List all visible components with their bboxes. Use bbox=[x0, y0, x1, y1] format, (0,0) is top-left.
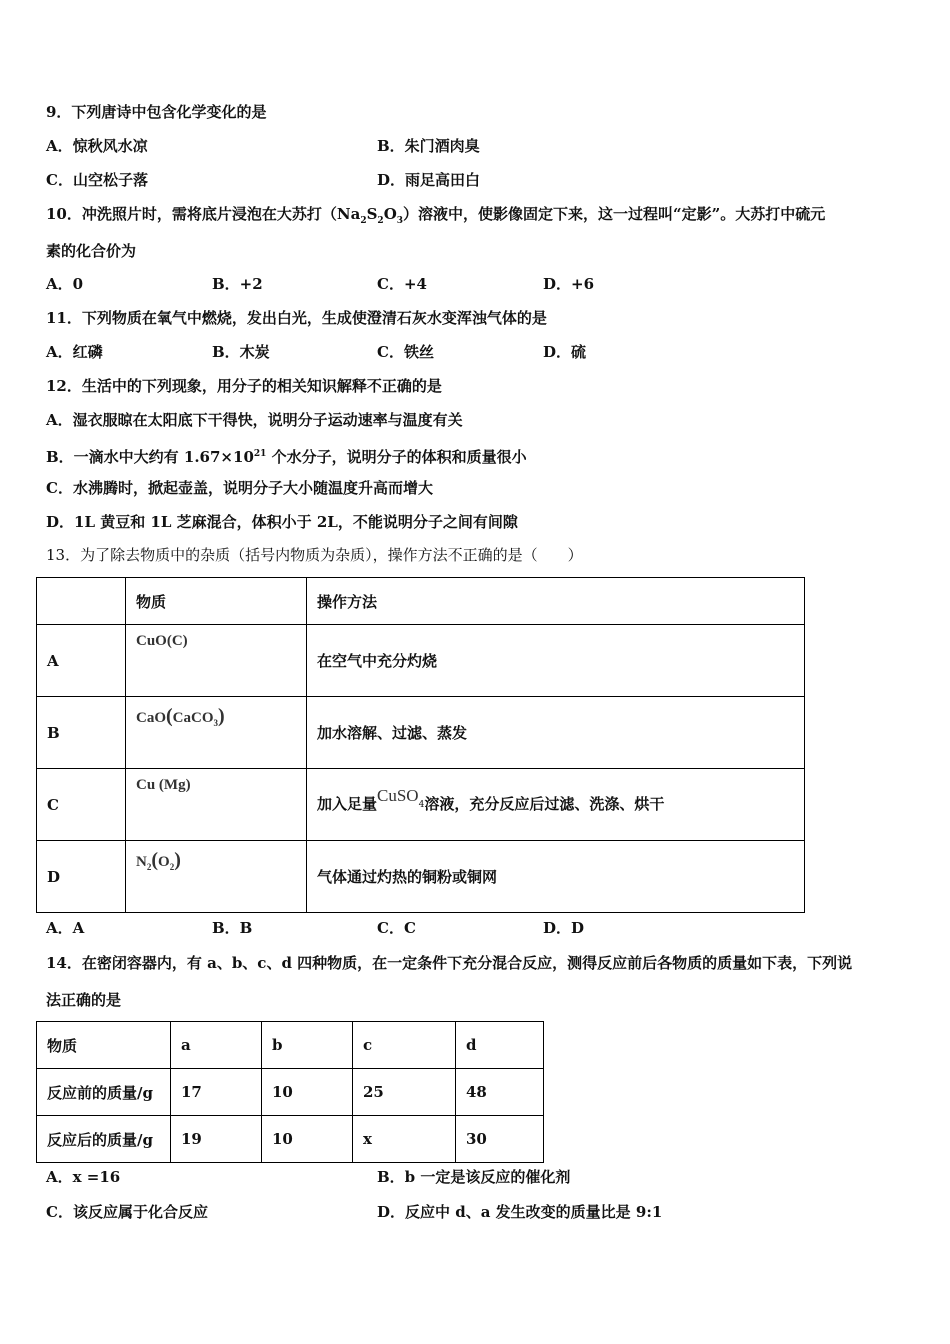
substance-cell: CaO(CaCO$_3$) bbox=[126, 697, 307, 769]
table-header-row bbox=[37, 578, 805, 625]
substance-cell: CuO(C) bbox=[126, 625, 307, 697]
q14-stem-line2: 法正确的是 bbox=[46, 991, 122, 1009]
table-row bbox=[37, 841, 805, 913]
table-row bbox=[37, 697, 805, 769]
q9-stem: 9．下列唐诗中包含化学变化的是 bbox=[46, 103, 267, 121]
q14-table bbox=[36, 1021, 544, 1163]
table-cell: 反应前的质量/g bbox=[37, 1069, 171, 1116]
q12-option-d: D．1L 黄豆和 1L 芝麻混合，体积小于 2L，不能说明分子之间有间隙 bbox=[46, 513, 518, 531]
q14-option-b: B．b 一定是该反应的催化剂 bbox=[377, 1168, 571, 1186]
q13-option-a: A．A bbox=[46, 919, 85, 937]
q10-option-a: A．0 bbox=[46, 275, 84, 293]
table-cell: 25 bbox=[353, 1069, 456, 1116]
table-cell: 17 bbox=[171, 1069, 262, 1116]
table-row bbox=[37, 1116, 544, 1163]
table-header-cell: 操作方法 bbox=[307, 578, 805, 625]
q13-option-b: B．B bbox=[212, 919, 253, 937]
row-label: C bbox=[37, 769, 126, 841]
table-row bbox=[37, 1069, 544, 1116]
q14-option-a: A．x =16 bbox=[46, 1168, 121, 1186]
row-label: D bbox=[37, 841, 126, 913]
table-cell: 48 bbox=[456, 1069, 544, 1116]
q10-option-b: B．+2 bbox=[212, 275, 263, 293]
q14-stem: 14．在密闭容器内，有 a、b、c、d 四种物质，在一定条件下充分混合反应，测得反应前后各物质的质量如下表，下列说 bbox=[46, 954, 853, 972]
substance-cell: $N_2(O_2)$ bbox=[126, 841, 307, 913]
table-cell: 10 bbox=[262, 1069, 353, 1116]
table-header-cell: b bbox=[262, 1022, 353, 1069]
substance-cell: Cu (Mg) bbox=[126, 769, 307, 841]
q13-table bbox=[36, 577, 805, 913]
q14-option-d: D．反应中 d、a 发生改变的质量比是 9:1 bbox=[377, 1203, 663, 1221]
q13-option-c: C．C bbox=[377, 919, 416, 937]
q14-option-c: C．该反应属于化合反应 bbox=[46, 1203, 208, 1221]
q13-option-d: D．D bbox=[543, 919, 585, 937]
row-label: A bbox=[37, 625, 126, 697]
table-header-cell: 物质 bbox=[126, 578, 307, 625]
table-cell: x bbox=[353, 1116, 456, 1163]
row-label: B bbox=[37, 697, 126, 769]
q10-stem-line2: 素的化合价为 bbox=[46, 242, 137, 260]
table-header-cell: 物质 bbox=[37, 1022, 171, 1069]
q12-option-a: A．湿衣服晾在太阳底下干得快，说明分子运动速率与温度有关 bbox=[46, 411, 463, 429]
q9-option-b: B．朱门酒肉臭 bbox=[377, 137, 480, 155]
q10-option-d: D．+6 bbox=[543, 275, 595, 293]
q9-option-a: A．惊秋风水凉 bbox=[46, 137, 148, 155]
table-row bbox=[37, 769, 805, 841]
q11-option-c: C．铁丝 bbox=[377, 343, 434, 361]
q10-option-c: C．+4 bbox=[377, 275, 427, 293]
q13-stem: 13．为了除去物质中的杂质（括号内物质为杂质），操作方法不正确的是（ ） bbox=[46, 546, 583, 564]
table-header-cell: a bbox=[171, 1022, 262, 1069]
q11-option-b: B．木炭 bbox=[212, 343, 270, 361]
q12-stem: 12．生活中的下列现象，用分子的相关知识解释不正确的是 bbox=[46, 377, 442, 395]
table-header-row bbox=[37, 1022, 544, 1069]
table-header-cell bbox=[37, 578, 126, 625]
q10-stem: 10．冲洗照片时，需将底片浸泡在大苏打$(Na_2S_2O_3)$溶液中，使影像固定下来，这一过程叫“定影”。大苏打中硫元 bbox=[46, 205, 826, 226]
q9-option-c: C．山空松子落 bbox=[46, 171, 148, 189]
table-cell: 10 bbox=[262, 1116, 353, 1163]
table-header-cell: c bbox=[353, 1022, 456, 1069]
table-cell: 30 bbox=[456, 1116, 544, 1163]
method-cell: 加水溶解、过滤、蒸发 bbox=[307, 697, 805, 769]
q12-option-c: C．水沸腾时，掀起壶盖，说明分子大小随温度升高而增大 bbox=[46, 479, 433, 497]
q11-option-d: D．硫 bbox=[543, 343, 587, 361]
table-header-cell: d bbox=[456, 1022, 544, 1069]
method-cell: 在空气中充分灼烧 bbox=[307, 625, 805, 697]
q11-stem: 11．下列物质在氧气中燃烧，发出白光，生成使澄清石灰水变浑浊气体的是 bbox=[46, 309, 547, 327]
table-row bbox=[37, 625, 805, 697]
q11-option-a: A．红磷 bbox=[46, 343, 103, 361]
table-cell: 19 bbox=[171, 1116, 262, 1163]
method-cell: 加入足量CuSO$_4$溶液，充分反应后过滤、洗涤、烘干 bbox=[307, 769, 805, 841]
table-cell: 反应后的质量/g bbox=[37, 1116, 171, 1163]
method-cell: 气体通过灼热的铜粉或铜网 bbox=[307, 841, 805, 913]
q12-option-b: B．一滴水中大约有 $1.67\times 10^{21}$ 个水分子，说明分子的体积和质量很小 bbox=[46, 448, 527, 466]
q9-option-d: D．雨足高田白 bbox=[377, 171, 481, 189]
